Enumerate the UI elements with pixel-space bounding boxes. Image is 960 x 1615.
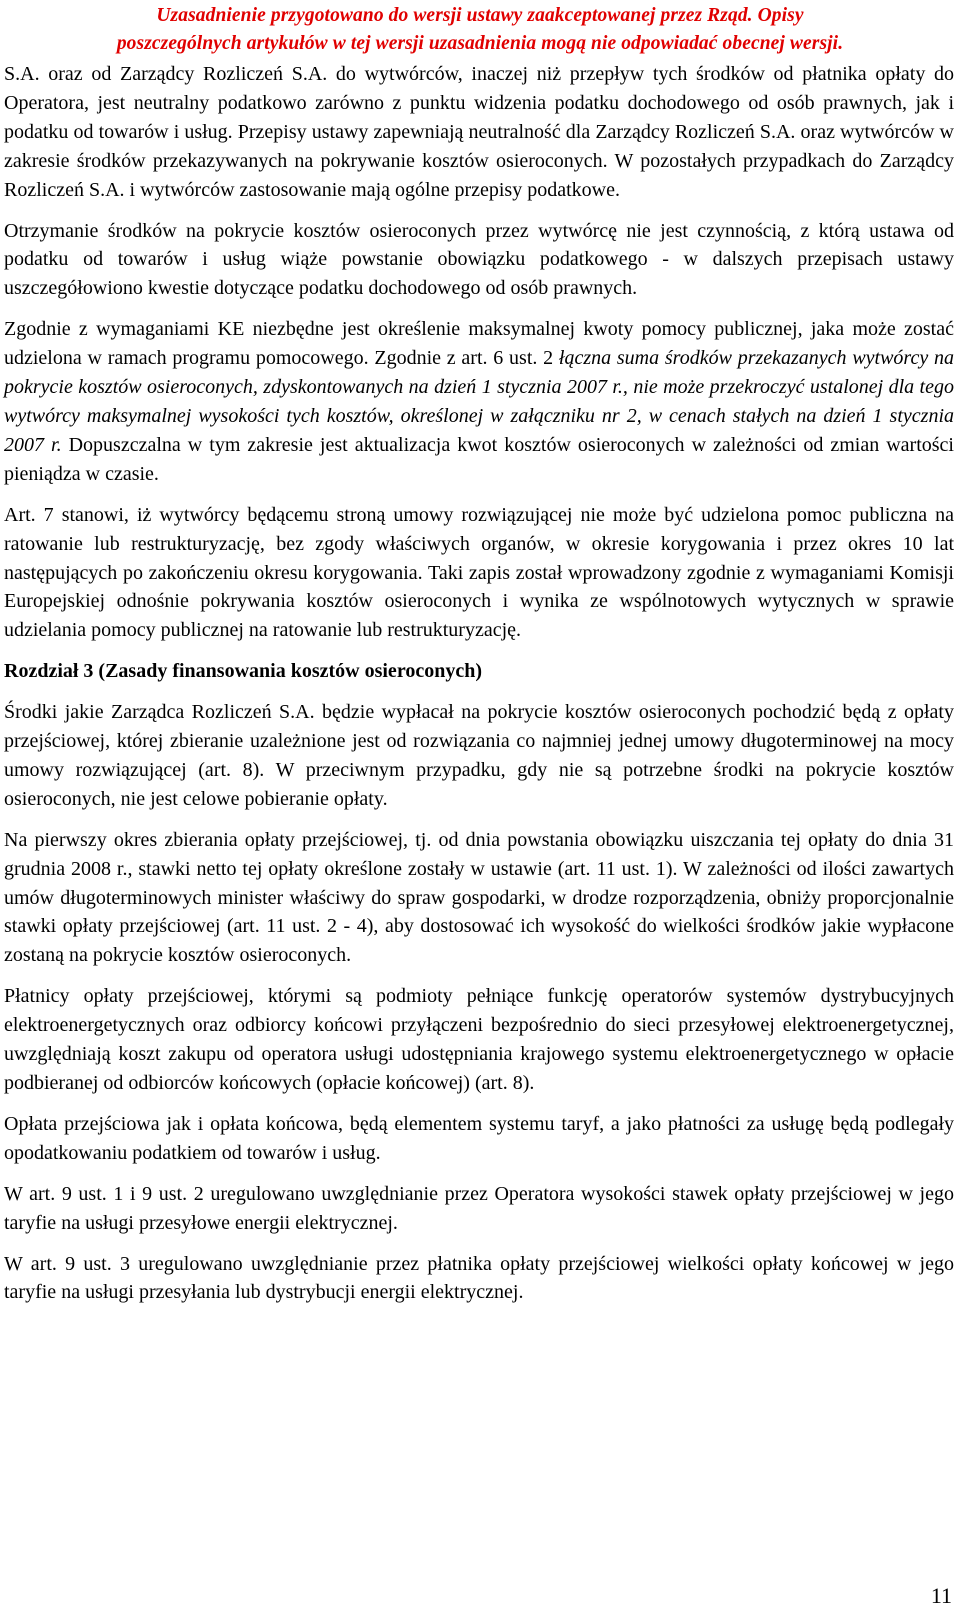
draft-notice-line-1: Uzasadnienie przygotowano do wersji ustawy zaakceptowanej przez Rząd. Opisy xyxy=(156,5,804,26)
paragraph-state-aid-limit xyxy=(4,315,954,488)
draft-notice-banner xyxy=(8,2,952,58)
paragraph-tariff-system: Opłata przejściowa jak i opłata końcowa, będą elementem systemu taryf, a jako płatności za usługę będą podlegały opodatkowaniu podatkiem od towarów i usług. xyxy=(4,1112,954,1164)
paragraph-vat-obligation: Otrzymanie środków na pokrycie kosztów osieroconych przez wytwórcę nie jest czynnością, z którą ustawa od podatku od towarów i usług wiąże powstanie obowiązku podatkowego - w dalszych przepisach ustawy uszczegółowiono kwestie dotyczące podatku dochodowego od osób prawnych. xyxy=(4,219,954,300)
paragraph-state-aid-limit-quote-2: , nie może przekroczyć ustalonej dla tego wytwórcy maksymalnej wysokości tych kosztów, określonej w załączniku nr 2, w cenach stałych na dzień 1 stycznia 2007 r. xyxy=(4,376,954,456)
document-body xyxy=(4,60,954,1319)
section-heading-chapter-3: Rozdział 3 (Zasady finansowania kosztów osieroconych) xyxy=(4,660,482,683)
page-number: 11 xyxy=(930,1583,952,1608)
paragraph-tax-neutrality: S.A. oraz od Zarządcy Rozliczeń S.A. do wytwórców, inaczej niż przepływ tych środków od płatnika opłaty do Operatora, jest neutralny podatkowo zarówno z punktu widzenia podatku dochodowego od osób prawnych, jak i podatku od towarów i usług. Przepisy ustawy zapewniają neutralność dla Zarządcy Rozliczeń S.A. oraz wytwórców w zakresie środków przekazywanych na pokrywanie kosztów osieroconych. W pozostałych przypadkach do Zarządcy Rozliczeń S.A. i wytwórców zastosowanie mają ogólne przepisy podatkowe. xyxy=(4,63,954,201)
paragraph-funding-source: Środki jakie Zarządca Rozliczeń S.A. będzie wypłacał na pokrycie kosztów osieroconych pochodzić będą z opłaty przejściowej, której zbieranie uzależnione jest od rozwiązania co najmniej jednej umowy długoterminowej na mocy umowy rozwiązującej (art. 8). W przeciwnym przypadku, gdy nie są potrzebne środki na pokrycie kosztów osieroconych, nie jest celowe pobieranie opłaty. xyxy=(4,701,954,810)
paragraph-transition-fee-rates: Na pierwszy okres zbierania opłaty przejściowej, tj. od dnia powstania obowiązku uiszczania tej opłaty do dnia 31 grudnia 2008 r., stawki netto tej opłaty określone zostały w ustawie (art. 11 ust. 1). W zależności od ilości zawartych umów długoterminowych minister właściwy do spraw gospodarki, w drodze rozporządzenia, obniży proporcjonalnie stawki opłaty przejściowej (art. 11 ust. 2 - 4), aby dostosować ich wysokość do wielkości środków jakie wypłacone zostaną na pokrycie kosztów osieroconych. xyxy=(4,828,954,967)
paragraph-article-9-1-2: W art. 9 ust. 1 i 9 ust. 2 uregulowano uwzględnianie przez Operatora wysokości stawek opłaty przejściowej w jego taryfie na usługi przesyłowe energii elektrycznej. xyxy=(4,1182,954,1234)
draft-notice-line-2: poszczególnych artykułów w tej wersji uzasadnienia mogą nie odpowiadać obecnej wersji. xyxy=(116,33,844,54)
paragraph-article-9-3: W art. 9 ust. 3 uregulowano uwzględnianie przez płatnika opłaty przejściowej wielkości opłaty końcowej w jego taryfie na usługi przesyłania lub dystrybucji energii elektrycznej. xyxy=(4,1252,954,1304)
paragraph-state-aid-limit-part-1: Zgodnie z wymaganiami KE niezbędne jest określenie maksymalnej kwoty pomocy publicznej, jaka może zostać udzielona w ramach programu pomocowego. Zgodnie z art. 6 ust. 2 xyxy=(4,318,954,370)
paragraph-fee-payers: Płatnicy opłaty przejściowej, którymi są podmioty pełniące funkcję operatorów systemów dystrybucyjnych elektroenergetycznych oraz odbiorcy końcowi przyłączeni bezpośrednio do sieci przesyłowej elektroenergetycznej, uwzględniają koszt zakupu od operatora usługi udostępniania krajowego systemu elektroenergetycznego w opłacie podbieranej od odbiorców końcowych (opłacie końcowej) (art. 8). xyxy=(4,985,954,1094)
paragraph-state-aid-limit-quote-1: łączna suma środków przekazanych wytwórcy na pokrycie kosztów osieroconych, zdyskontowanych na dzień 1 stycznia 2007 r. xyxy=(4,347,954,399)
paragraph-state-aid-limit-part-2: Dopuszczalna w tym zakresie jest aktualizacja kwot kosztów osieroconych w zależności od zmian wartości pieniądza w czasie. xyxy=(4,433,954,485)
paragraph-article-7: Art. 7 stanowi, iż wytwórcy będącemu stroną umowy rozwiązującej nie może być udzielona pomoc publiczna na ratowanie lub restrukturyzację, bez zgody właściwych organów, w okresie korygowania i przez okres 10 lat następujących po zakończeniu okresu korygowania. Taki zapis został wprowadzony zgodnie z wymaganiami Komisji Europejskiej odnośnie pokrywania kosztów osieroconych i wynika ze wspólnotowych wytycznych w sprawie udzielania pomocy publicznej na ratowanie lub restrukturyzację. xyxy=(4,503,954,642)
